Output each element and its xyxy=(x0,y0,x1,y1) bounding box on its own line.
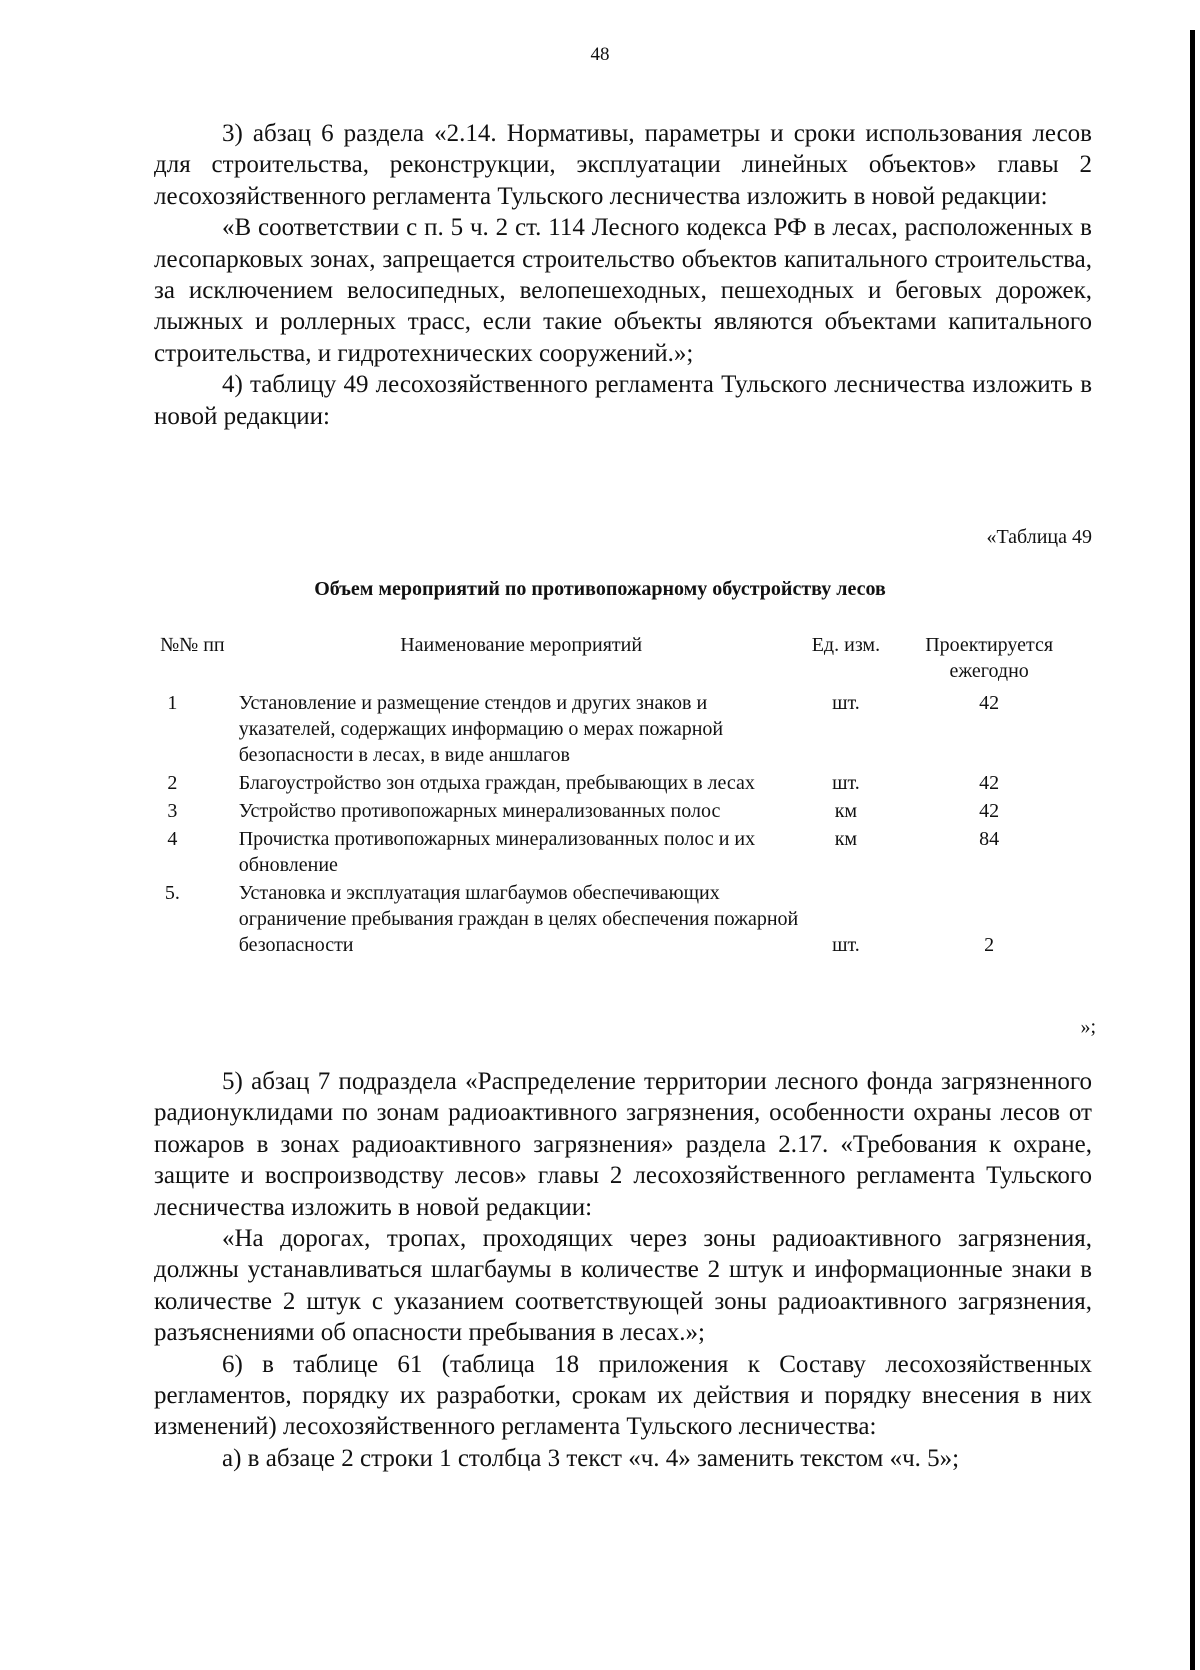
scan-border-edge xyxy=(1190,30,1195,1670)
table-row xyxy=(150,826,1090,880)
row-unit: шт. xyxy=(832,772,860,794)
row-unit: шт. xyxy=(832,692,860,714)
header-name: Наименование мероприятий xyxy=(400,634,643,656)
paragraph-quote-114: «В соответствии с п. 5 ч. 2 ст. 114 Лесного кодекса РФ в лесах, расположенных в лесопарковых зонах, запрещается строительство объектов капитального строительства, за исключением велосипедных, велопешеходных, пешеходных и беговых дорожек, лыжных и роллерных трасс, если такие объекты являются объектами капитального строительства, и гидротехнических сооружений.»; xyxy=(154,214,1092,367)
row-qty: 42 xyxy=(979,772,1000,794)
row-unit: км xyxy=(834,800,858,822)
row-num: 2 xyxy=(167,772,178,794)
row-name: Установление и размещение стендов и других знаков и указателей, содержащих информацию о мерах пожарной безопасности в лесах, в виде аншлагов xyxy=(238,692,724,766)
paragraph-quote-radiation: «На дорогах, тропах, проходящих через зоны радиоактивного загрязнения, должны устанавливаться шлагбаумы в количестве 2 штук и информационные знаки в количестве 2 штук с указанием соответствующей зоны радиоактивного загрязнения, разъяснениями об опасности пребывания в лесах.»; xyxy=(154,1225,1092,1347)
text-block-top xyxy=(154,118,1092,432)
header-num: №№ пп xyxy=(160,634,225,656)
row-num: 3 xyxy=(167,800,178,822)
row-qty: 2 xyxy=(984,934,995,956)
table-closing-quote: »; xyxy=(1080,1016,1096,1038)
table-row xyxy=(150,770,1090,798)
row-name: Прочистка противопожарных минерализованных полос и их обновление xyxy=(238,828,756,876)
paragraph-6: 6) в таблице 61 (таблица 18 приложения к Составу лесохозяйственных регламентов, порядку их разработки, срокам их действия и порядку внесения в них изменений) лесохозяйственного регламента Тульского лесничества: xyxy=(154,1350,1092,1441)
measures-table xyxy=(150,632,1090,960)
row-qty: 84 xyxy=(979,828,1000,850)
paragraph-4: 4) таблицу 49 лесохозяйственного регламента Тульского лесничества изложить в новой редакции: xyxy=(154,371,1092,430)
header-qty: Проектируется ежегодно xyxy=(925,634,1054,682)
paragraph-6a: а) в абзаце 2 строки 1 столбца 3 текст «ч. 4» заменить текстом «ч. 5»; xyxy=(222,1444,960,1472)
header-unit: Ед. изм. xyxy=(811,634,881,656)
text-block-bottom xyxy=(154,1066,1092,1474)
row-num: 4 xyxy=(167,828,178,850)
table-row xyxy=(150,690,1090,770)
row-qty: 42 xyxy=(979,800,1000,822)
row-unit: км xyxy=(834,828,858,850)
table-row xyxy=(150,880,1090,960)
row-num: 1 xyxy=(167,692,178,714)
row-name: Благоустройство зон отдыха граждан, пребывающих в лесах xyxy=(238,772,755,794)
paragraph-3: 3) абзац 6 раздела «2.14. Нормативы, параметры и сроки использования лесов для строительства, реконструкции, эксплуатации линейных объектов» главы 2 лесохозяйственного регламента Тульского лесничества изложить в новой редакции: xyxy=(154,120,1092,210)
row-num: 5. xyxy=(164,882,180,904)
row-unit: шт. xyxy=(832,934,860,956)
table-header-row xyxy=(150,632,1090,690)
table-row xyxy=(150,798,1090,826)
row-qty: 42 xyxy=(979,692,1000,714)
row-name: Устройство противопожарных минерализованных полос xyxy=(238,800,721,822)
paragraph-5: 5) абзац 7 подраздела «Распределение территории лесного фонда загрязненного радионуклидами по зонам радиоактивного загрязнения, особенности охраны лесов от пожаров в зонах радиоактивного загрязнения» раздела 2.17. «Требования к охране, защите и воспроизводству лесов» главы 2 лесохозяйственного регламента Тульского лесничества изложить в новой редакции: xyxy=(154,1068,1092,1221)
table-title: Объем мероприятий по противопожарному обустройству лесов xyxy=(314,578,886,600)
page-number: 48 xyxy=(590,44,610,65)
table-caption: «Таблица 49 xyxy=(986,526,1092,548)
row-name: Установка и эксплуатация шлагбаумов обеспечивающих ограничение пребывания граждан в целях обеспечения пожарной безопасности xyxy=(238,882,799,956)
